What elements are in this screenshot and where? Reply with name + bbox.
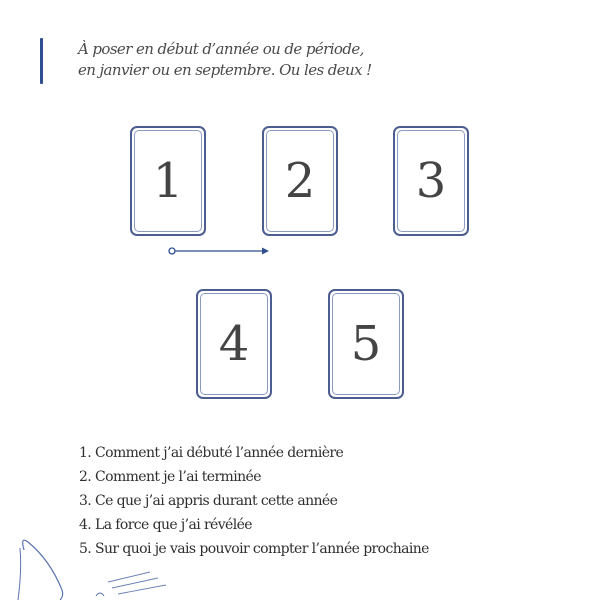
card-2-number: 2 (284, 153, 316, 209)
card-1 (130, 126, 206, 236)
decorative-sketch-icon (0, 530, 190, 600)
legend-item-3: 3. Ce que j’ai appris durant cette année (79, 493, 338, 509)
legend-item-5: 5. Sur quoi je vais pouvoir compter l’année prochaine (79, 541, 429, 557)
card-4-number: 4 (218, 316, 250, 372)
arrow-right-icon (166, 244, 270, 258)
intro-line-1: À poser en début d’année ou de période, (78, 40, 364, 58)
legend-item-1: 1. Comment j’ai débuté l’année dernière (79, 445, 344, 461)
card-3-number: 3 (415, 153, 447, 209)
intro-text (78, 39, 538, 81)
card-1-number: 1 (152, 153, 184, 209)
card-2 (262, 126, 338, 236)
card-4 (196, 289, 272, 399)
legend-item-2: 2. Comment je l’ai terminée (79, 469, 261, 485)
accent-bar (40, 38, 43, 84)
card-5 (328, 289, 404, 399)
legend-item-4: 4. La force que j’ai révélée (79, 517, 252, 533)
card-5-number: 5 (350, 316, 382, 372)
intro-line-2: en janvier ou en septembre. Ou les deux ! (78, 61, 372, 79)
card-3 (393, 126, 469, 236)
